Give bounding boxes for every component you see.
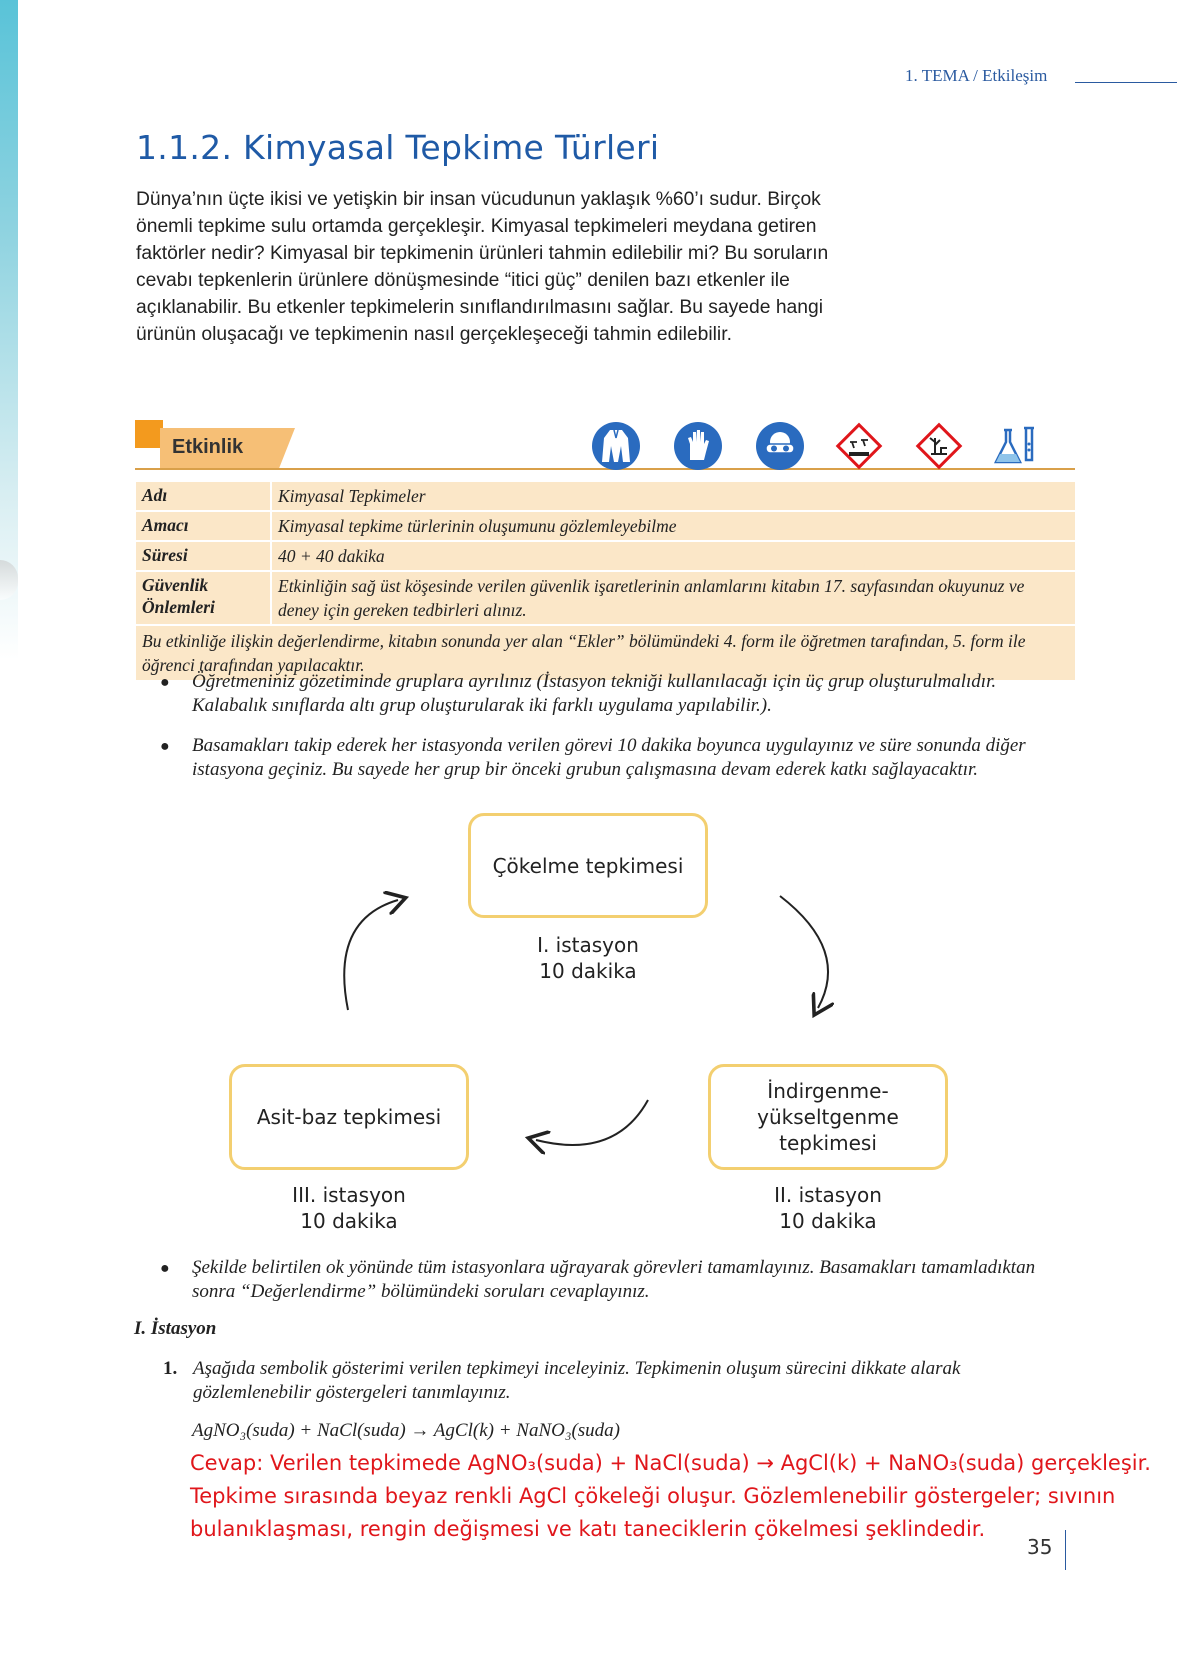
intro-paragraph: Dünya’nın üçte ikisi ve yetişkin bir insan vücudunun yaklaşık %60’ı sudur. Birçok önemli tepkime sulu ortamda gerçekleşir. Kimyasal tepkimeleri meydana getiren faktörler nedir? Kimyasal bir tepkimenin ürünleri tahmin edilebilir mi? Bu soruların cevabı tepkenlerin ürünlere dönüşmesinde “itici güç” denilen bazı etkenler ile açıklanabilir. Bu etkenler tepkimelerin sınıflandırılmasını sağlar. Bu sayede hangi ürünün oluşacağı ve tepkimenin nasıl gerçekleşeceği tahmin edilebilir.: [136, 189, 829, 345]
station-1-name: I. istasyon: [537, 933, 639, 957]
station-one-heading: I. İstasyon: [134, 1318, 217, 1339]
station-2-reaction: [757, 1078, 899, 1156]
safety-value: Etkinliğin sağ üst köşesinde verilen güvenlik işaretlerinin anlamlarını kitabın 17. sayfasından okuyunuz ve deney için gereken tedbirleri alınız.: [270, 572, 1075, 624]
station-1-time: 10 dakika: [539, 959, 637, 983]
station-2-line-1: İndirgenme-: [767, 1079, 889, 1103]
arrow-to-station-2: [780, 896, 828, 1008]
answer-text: Cevap: Verilen tepkimede AgNO₃(suda) + NaCl(suda) → AgCl(k) + NaNO₃(suda) gerçekleşir. Tepkime sırasında beyaz renkli AgCl çökeleği oluşur. Gözlemlenebilir göstergeler; sıvının bulanıklaşması, rengin değişmesi ve katı taneciklerin çökelmesi şeklindedir.: [190, 1451, 1151, 1541]
activity-label: Etkinlik: [172, 436, 244, 458]
list-item-text: Basamakları takip ederek her istasyonda verilen görevi 10 dakika boyunca uygulayınız ve süre sonunda diğer istasyona geçiniz. Bu sayede her grup bir önceki grubun çalışmasına devam ederek katkı sağlayacaktır.: [192, 735, 1026, 780]
bullet-dot: ●: [160, 1260, 170, 1277]
station-2-caption: [708, 1182, 948, 1234]
page-number-rule: [1065, 1530, 1066, 1570]
arrow-to-station-3: [536, 1100, 648, 1145]
station-3-caption: [229, 1182, 469, 1234]
station-3-name: III. istasyon: [292, 1183, 406, 1207]
question-item: [163, 1357, 1063, 1405]
station-1-reaction: Çökelme tepkimesi: [492, 853, 684, 878]
station-3-time: 10 dakika: [300, 1209, 398, 1233]
goal-label: Amacı: [142, 515, 189, 535]
station-1-caption: [468, 932, 708, 984]
safety-label-line-2: Önlemleri: [142, 597, 215, 617]
arrow-to-station-1: [344, 900, 398, 1010]
station-3-box: [229, 1064, 469, 1170]
station-1-box: [468, 813, 708, 918]
station-2-line-2: yükseltgenme: [757, 1105, 899, 1129]
duration-label: Süresi: [142, 545, 188, 565]
reaction-equation: AgNO₃(suda) + NaCl(suda) → AgCl(k) + NaNO₃(suda): [192, 1420, 620, 1441]
station-3-reaction: Asit-baz tepkimesi: [256, 1105, 442, 1129]
question-number: 1.: [163, 1358, 178, 1379]
question-text: Aşağıda sembolik gösterimi verilen tepkimeyi inceleyiniz. Tepkimenin oluşum sürecini dikkate alarak gözlemlenebilir göstergeleri tanımlayınız.: [193, 1358, 961, 1403]
name-label: Adı: [142, 485, 168, 505]
list-item: [160, 1256, 1065, 1304]
station-2-name: II. istasyon: [774, 1183, 882, 1207]
station-2-time: 10 dakika: [779, 1209, 877, 1233]
list-item-text: Öğretmeniniz gözetiminde gruplara ayrılınız (İstasyon tekniği kullanılacağı için üç grup oluşturulmalıdır. Kalabalık sınıflarda altı grup oluşturularak iki farklı uygulama yapılabilir.).: [192, 671, 997, 716]
page-number: 35: [1027, 1535, 1053, 1559]
breadcrumb: 1. TEMA / Etkileşim: [905, 66, 1048, 85]
station-2-box: [708, 1064, 948, 1170]
name-value: Kimyasal Tepkimeler: [270, 482, 1075, 510]
duration-value: 40 + 40 dakika: [270, 542, 1075, 570]
goal-value: Kimyasal tepkime türlerinin oluşumunu gözlemleyebilme: [270, 512, 1075, 540]
list-item-text: Şekilde belirtilen ok yönünde tüm istasyonlara uğrayarak görevleri tamamlayınız. Basamakları tamamladıktan sonra “Değerlendirme” bölümündeki soruları cevaplayınız.: [192, 1257, 1036, 1302]
bullet-dot: ●: [160, 674, 170, 691]
evaluation-note: Bu etkinliğe ilişkin değerlendirme, kitabın sonunda yer alan “Ekler” bölümündeki 4. form ile öğretmen tarafından, 5. form ile öğrenci tarafından yapılacaktır.: [136, 626, 1075, 680]
safety-label-line-1: Güvenlik: [142, 575, 209, 595]
bullet-dot: ●: [160, 738, 170, 755]
section-title: 1.1.2. Kimyasal Tepkime Türleri: [136, 128, 660, 167]
station-2-line-3: tepkimesi: [779, 1131, 877, 1155]
